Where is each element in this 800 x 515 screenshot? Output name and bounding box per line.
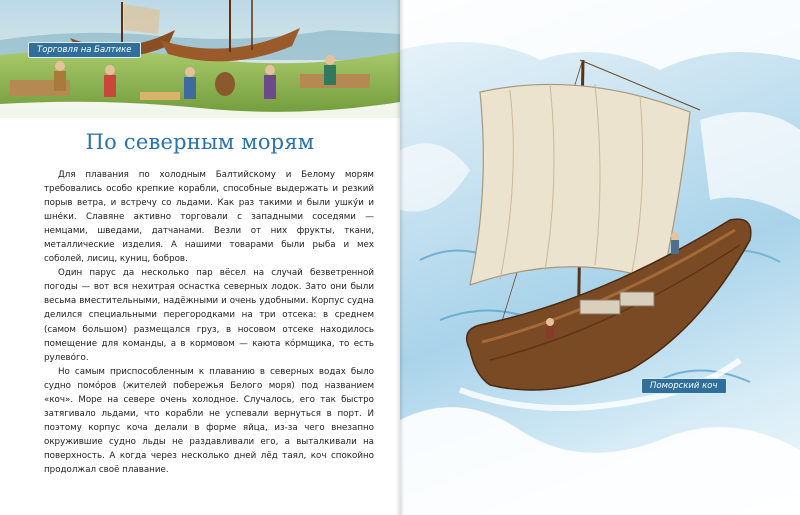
page-heading: По северным морям (85, 130, 315, 154)
baltic-trade-illustration (0, 0, 400, 118)
paragraph: Но самым приспособленным к плаванию в северных водах было судно помóров (жителей побережья Белого моря) под названием «коч». Море на севере очень холодное. Случалось, его так быстро затягивало льдами, что корабли не успевали вернуться в порт. И поэтому корпус коча делали в форме яйца, из-за чего внезапно окружившие судно льды не раздавливали его, а выталкивали на поверхность. А когда через несколько дней лёд таял, коч спокойно продолжал своё плавание. (44, 366, 374, 475)
paragraph: Для плавания по холодным Балтийскому и Белому морям требовались особо крепкие корабли, способные выдержать и резкий порыв ветра, и встречу со льдами. Как раз такими и были ушкýи и шнéки. Славяне активно торговали с западными соседями — немцами, шведами, датчанами. Везли от них фрукты, ткани, металлические изделия. А нашими товарами были рыба и мех соболей, лисиц, куниц, бобров. (44, 170, 374, 265)
caption-pomor-koch: Поморский коч (641, 378, 727, 394)
caption-baltic-trade: Торговля на Балтике (28, 42, 141, 58)
pomor-koch-illustration (400, 0, 800, 515)
right-page (400, 0, 800, 515)
book-gutter (396, 0, 404, 515)
paragraph: Один парус да несколько пар вёсел на случай безветренной погоды — вот вся нехитрая оснастка северных лодок. Зато они были весьма вместительными, надёжными и очень удобными. Корпус судна делился специальными перегородками на три отсека: в среднем (самом большом) размещался груз, в носовом отсеке находилось помещение для команды, а в кормовом — каюта кóрмщика, то есть рулевóго. (44, 268, 374, 363)
article-body (44, 168, 374, 477)
